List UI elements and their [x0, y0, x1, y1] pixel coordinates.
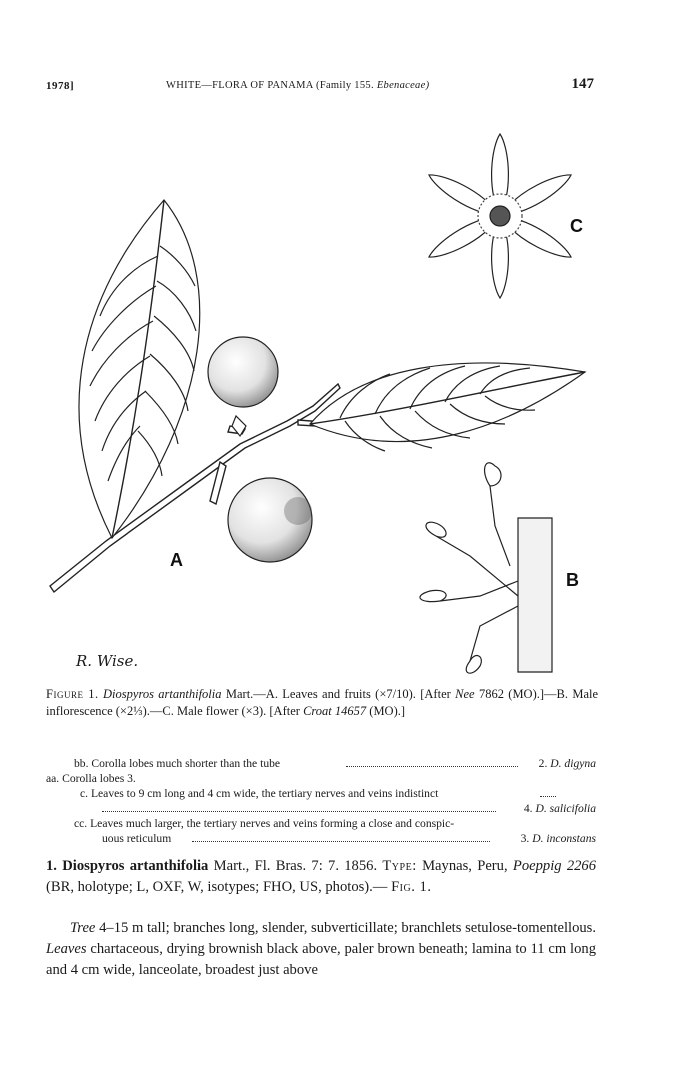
botanical-illustration: [40, 126, 640, 682]
key-line-cc: cc. Leaves much larger, the tertiary nerves and veins forming a close and conspic-: [74, 817, 455, 830]
header-family: Ebenaceae): [376, 80, 430, 91]
entry-type-locality: Maynas, Peru,: [422, 858, 508, 874]
fruit-lower: [228, 478, 312, 562]
desc-text-2: chartaceous, drying brownish black above, paler brown beneath; lamina to 11 cm long and 4 cm wide, lanceolate, broadest just above: [46, 941, 596, 978]
entry-type-label: Type:: [382, 858, 417, 874]
entry-specimens: (BR, holotype; L, OXF, W, isotypes; FHO, US, photos).—: [46, 879, 388, 895]
fruit-upper: [208, 337, 278, 436]
species-description: [46, 918, 596, 981]
header-running-title: WHITE—FLORA OF PANAMA (Family 155. Ebenaceae): [166, 80, 430, 91]
caption-figure-label: Figure 1.: [46, 687, 99, 701]
entry-name: Diospyros artanthifolia: [62, 858, 209, 874]
caption-text-2: 7862 (MO).]—B. Male inflorescence (×2⅓).—C. Male flower (×3). [After: [46, 687, 599, 718]
key-line-bb: bb. Corolla lobes much shorter than the tube 2. D. digyna: [74, 757, 596, 770]
entry-number: 1.: [46, 858, 57, 874]
key-line-aa: aa. Corolla lobes 3.: [46, 772, 136, 785]
running-header: [46, 76, 594, 98]
male-flower: [425, 134, 575, 298]
label-c: C: [570, 216, 583, 236]
label-b: B: [566, 570, 579, 590]
entry-citation: Mart., Fl. Bras. 7: 7. 1856.: [213, 858, 378, 874]
caption-collector-2: Croat 14657: [303, 704, 367, 718]
caption-species: Diospyros artanthifolia: [103, 687, 222, 701]
desc-tree-label: Tree: [70, 920, 96, 936]
male-inflorescence: [420, 463, 552, 673]
desc-text-1: 4–15 m tall; branches long, slender, subverticillate; branchlets setulose-tomentellous.: [99, 920, 596, 936]
entry-collector: Poeppig 2266: [512, 858, 597, 874]
header-year: 1978]: [46, 80, 75, 92]
caption-collector-1: Nee: [455, 687, 475, 701]
caption-text-3: (MO).]: [369, 704, 406, 718]
caption-text-1: Mart.—A. Leaves and fruits (×7/10). [After: [225, 687, 451, 701]
leaf-right: [310, 363, 585, 451]
label-a: A: [170, 550, 183, 570]
species-entry: [46, 856, 596, 898]
key-line-cc-result: uous reticulum 3. D. inconstans: [102, 832, 596, 845]
key-line-c-result: 4. D. salicifolia: [46, 801, 596, 816]
desc-leaves-label: Leaves: [46, 941, 87, 957]
key-line-c: c. Leaves to 9 cm long and 4 cm wide, the tertiary nerves and veins indistinct: [46, 786, 596, 801]
illustrator-signature: R. Wise.: [76, 652, 139, 670]
identification-key: [46, 756, 596, 846]
page-number: 147: [571, 76, 594, 92]
figure-caption: [46, 686, 598, 720]
entry-fig-ref: Fig. 1.: [391, 879, 432, 895]
